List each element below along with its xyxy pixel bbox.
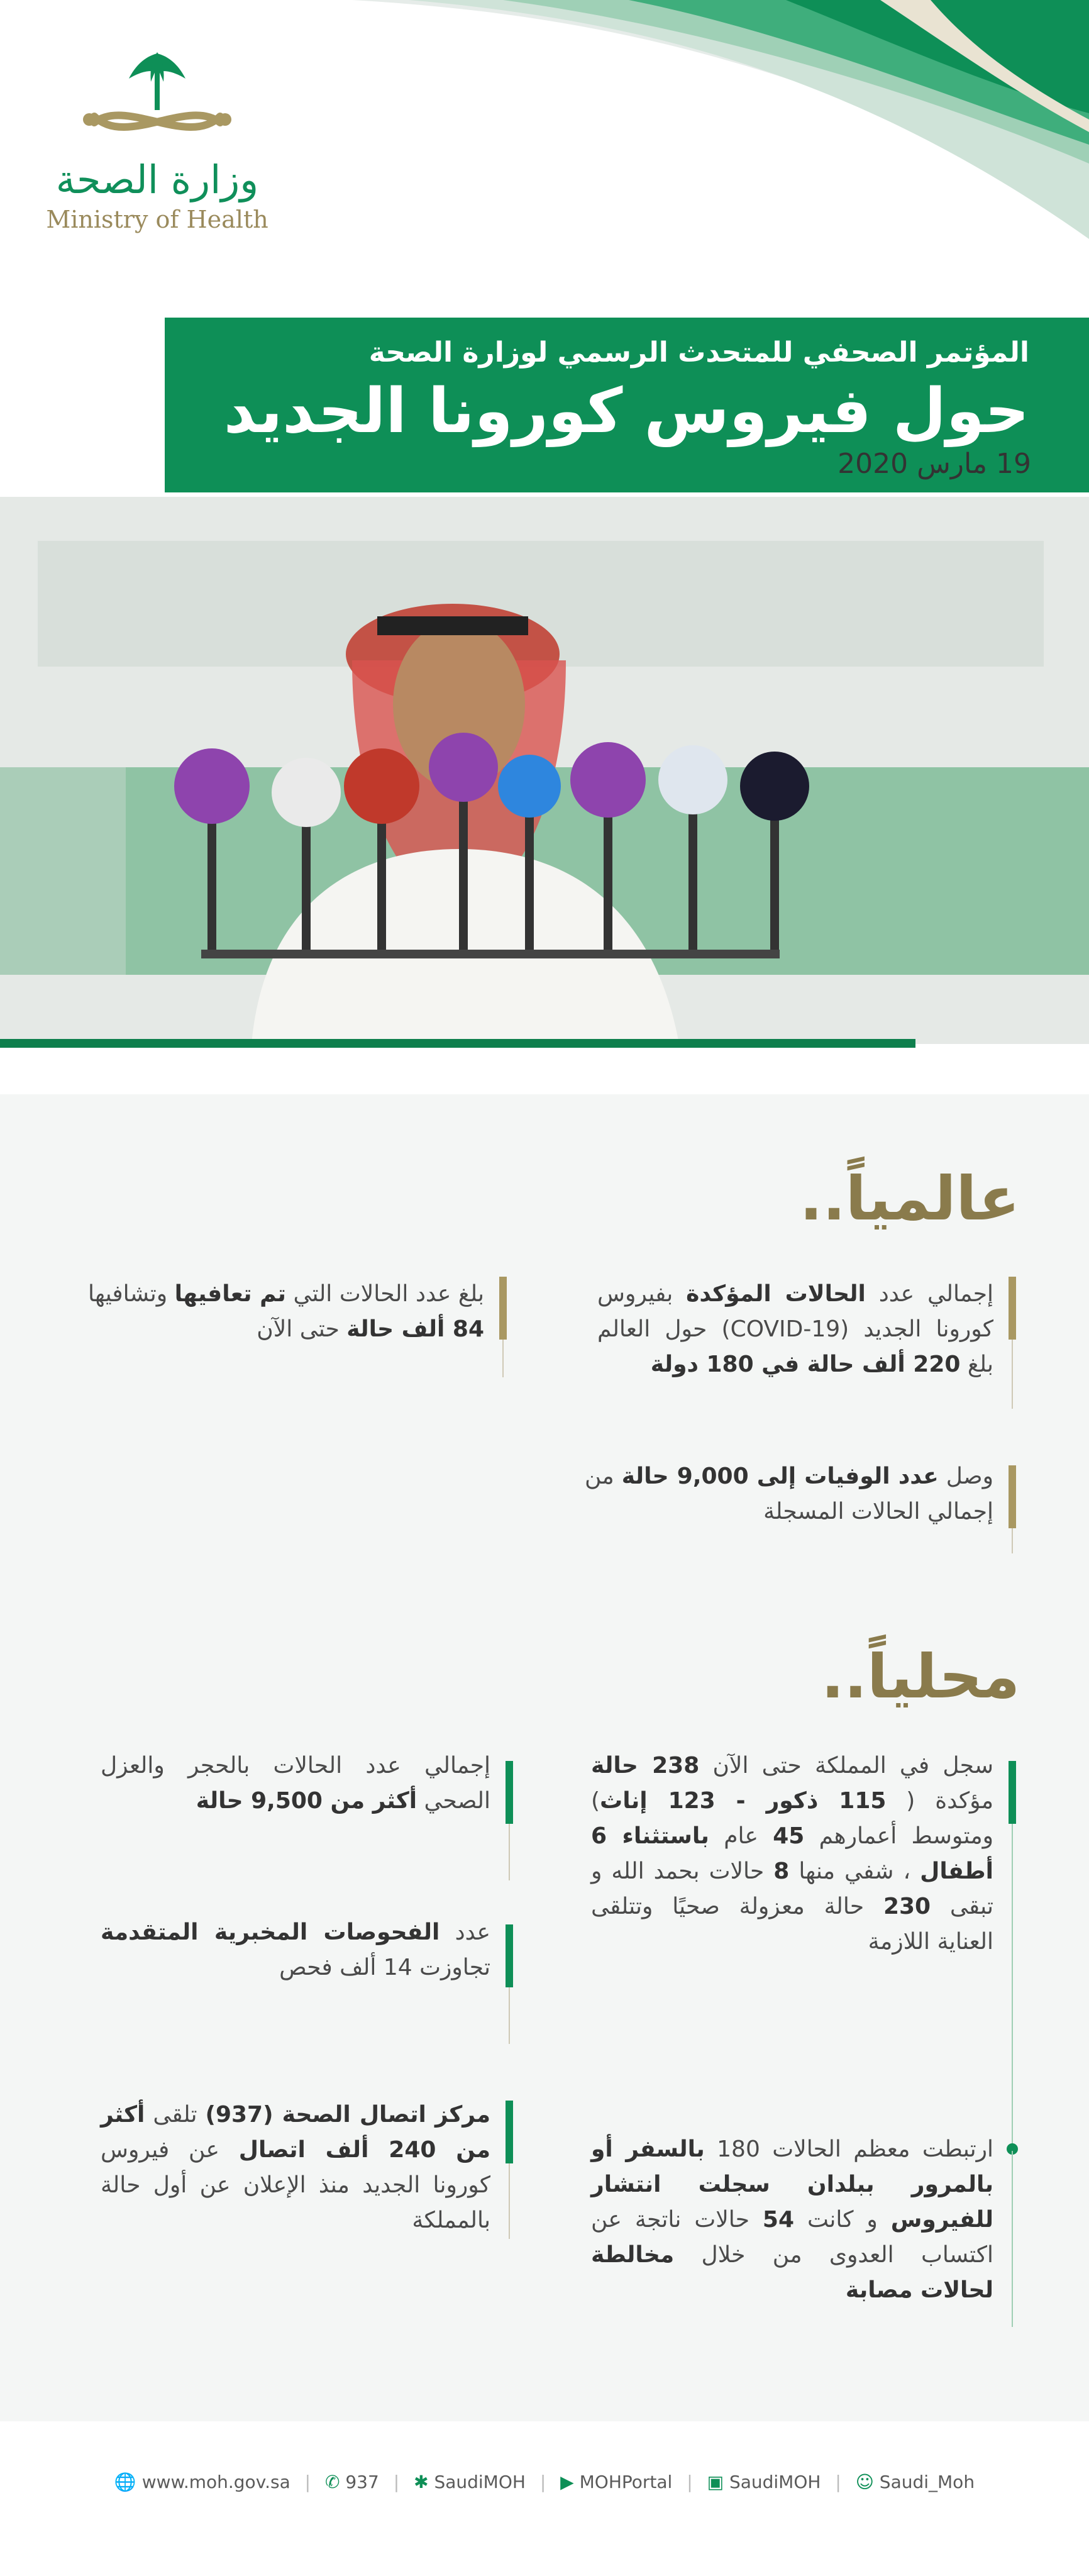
- instagram-handle[interactable]: SaudiMOH: [729, 2472, 821, 2492]
- globe-icon: 🌐: [114, 2472, 136, 2492]
- accent-bar: [1009, 1465, 1016, 1528]
- global-recovered-cases: بلغ عدد الحالات التي تم تعافيها وتشافيها 84 ألف حالة حتى الآن: [88, 1281, 484, 1342]
- divider-line: [509, 2163, 510, 2239]
- local-call-center: مركز اتصال الصحة (937) تلقى أكثر من 240 ألف اتصال عن فيروس كورونا الجديد منذ الإعلان عن أول حالة بالمملكة: [101, 2102, 490, 2233]
- palm-swords-emblem-icon: [75, 47, 239, 148]
- twitter-handle[interactable]: SaudiMOH: [434, 2472, 526, 2492]
- local-confirmed-cases: سجل في المملكة حتى الآن 238 حالة مؤكدة ( 115 ذكور - 123 إناث) ومتوسط أعمارهم 45 عام باستثناء 6 أطفال ، شفي منها 8 حالات بحمد الله و تبقى 230 حالة معزولة صحيًا وتتلقى العناية اللازمة: [591, 1753, 994, 1955]
- footer-links: [0, 2472, 1089, 2528]
- photo-accent-bar: [0, 1039, 915, 1048]
- youtube-handle[interactable]: MOHPortal: [579, 2472, 673, 2492]
- logo-arabic-name: وزارة الصحة: [55, 157, 259, 203]
- local-heading: محلياً..: [821, 1641, 1020, 1712]
- global-heading: عالمياً..: [799, 1163, 1020, 1234]
- local-quarantine-cases: إجمالي عدد الحالات بالحجر والعزل الصحي أكثر من 9,500 حالة: [101, 1753, 490, 1814]
- youtube-icon: ▶: [560, 2472, 574, 2492]
- accent-bar: [506, 2101, 513, 2163]
- global-confirmed-cases: إجمالي عدد الحالات المؤكدة بفيروس كورونا الجديد (COVID-19) حول العالم بلغ 220 ألف حالة في 180 دولة: [597, 1281, 993, 1377]
- divider-line: [1012, 1528, 1013, 1553]
- phone-icon: ✆: [324, 2472, 340, 2492]
- instagram-icon: ▣: [707, 2472, 724, 2492]
- snapchat-handle[interactable]: Saudi_Moh: [879, 2472, 975, 2492]
- divider-line: [502, 1340, 504, 1377]
- timeline-line: [1012, 2151, 1013, 2327]
- phone-number[interactable]: 937: [345, 2472, 379, 2492]
- separator: |: [393, 2472, 400, 2492]
- logo-english-name: Ministry of Health: [46, 206, 268, 233]
- snapchat-icon: ☺: [855, 2472, 874, 2492]
- accent-bar: [1009, 1761, 1016, 1824]
- divider-line: [509, 1987, 510, 2044]
- separator: |: [687, 2472, 693, 2492]
- spokesman-photo: [0, 497, 1089, 1044]
- accent-bar: [1009, 1277, 1016, 1340]
- separator: |: [835, 2472, 841, 2492]
- accent-bar: [506, 1761, 513, 1824]
- ministry-logo: [44, 47, 270, 255]
- separator: |: [304, 2472, 311, 2492]
- divider-line: [509, 1824, 510, 1880]
- separator: |: [539, 2472, 546, 2492]
- twitter-icon: ✱: [414, 2472, 429, 2492]
- website-link[interactable]: www.moh.gov.sa: [141, 2472, 290, 2492]
- accent-bar: [499, 1277, 507, 1340]
- press-conference-subtitle: المؤتمر الصحفي للمتحدث الرسمي لوزارة الصحة: [368, 336, 1029, 369]
- global-deaths: وصل عدد الوفيات إلى 9,000 حالة من إجمالي الحالات المسجلة: [585, 1463, 993, 1524]
- accent-bar: [506, 1924, 513, 1987]
- divider-line: [1012, 1340, 1013, 1409]
- page-title: حول فيروس كورونا الجديد: [223, 375, 1029, 447]
- conference-date: 19 مارس 2020: [837, 448, 1031, 480]
- local-lab-tests: عدد الفحوصات المخبرية المتقدمة تجاوزت 14 ألف فحص: [101, 1919, 490, 1980]
- local-travel-related-cases: ارتبطت معظم الحالات 180 بالسفر أو بالمرور ببلدان سجلت انتشار للفيروس و كانت 54 حالات ناتجة عن اكتساب العدوى من خلال مخالطة لحالات مصابة: [591, 2136, 993, 2303]
